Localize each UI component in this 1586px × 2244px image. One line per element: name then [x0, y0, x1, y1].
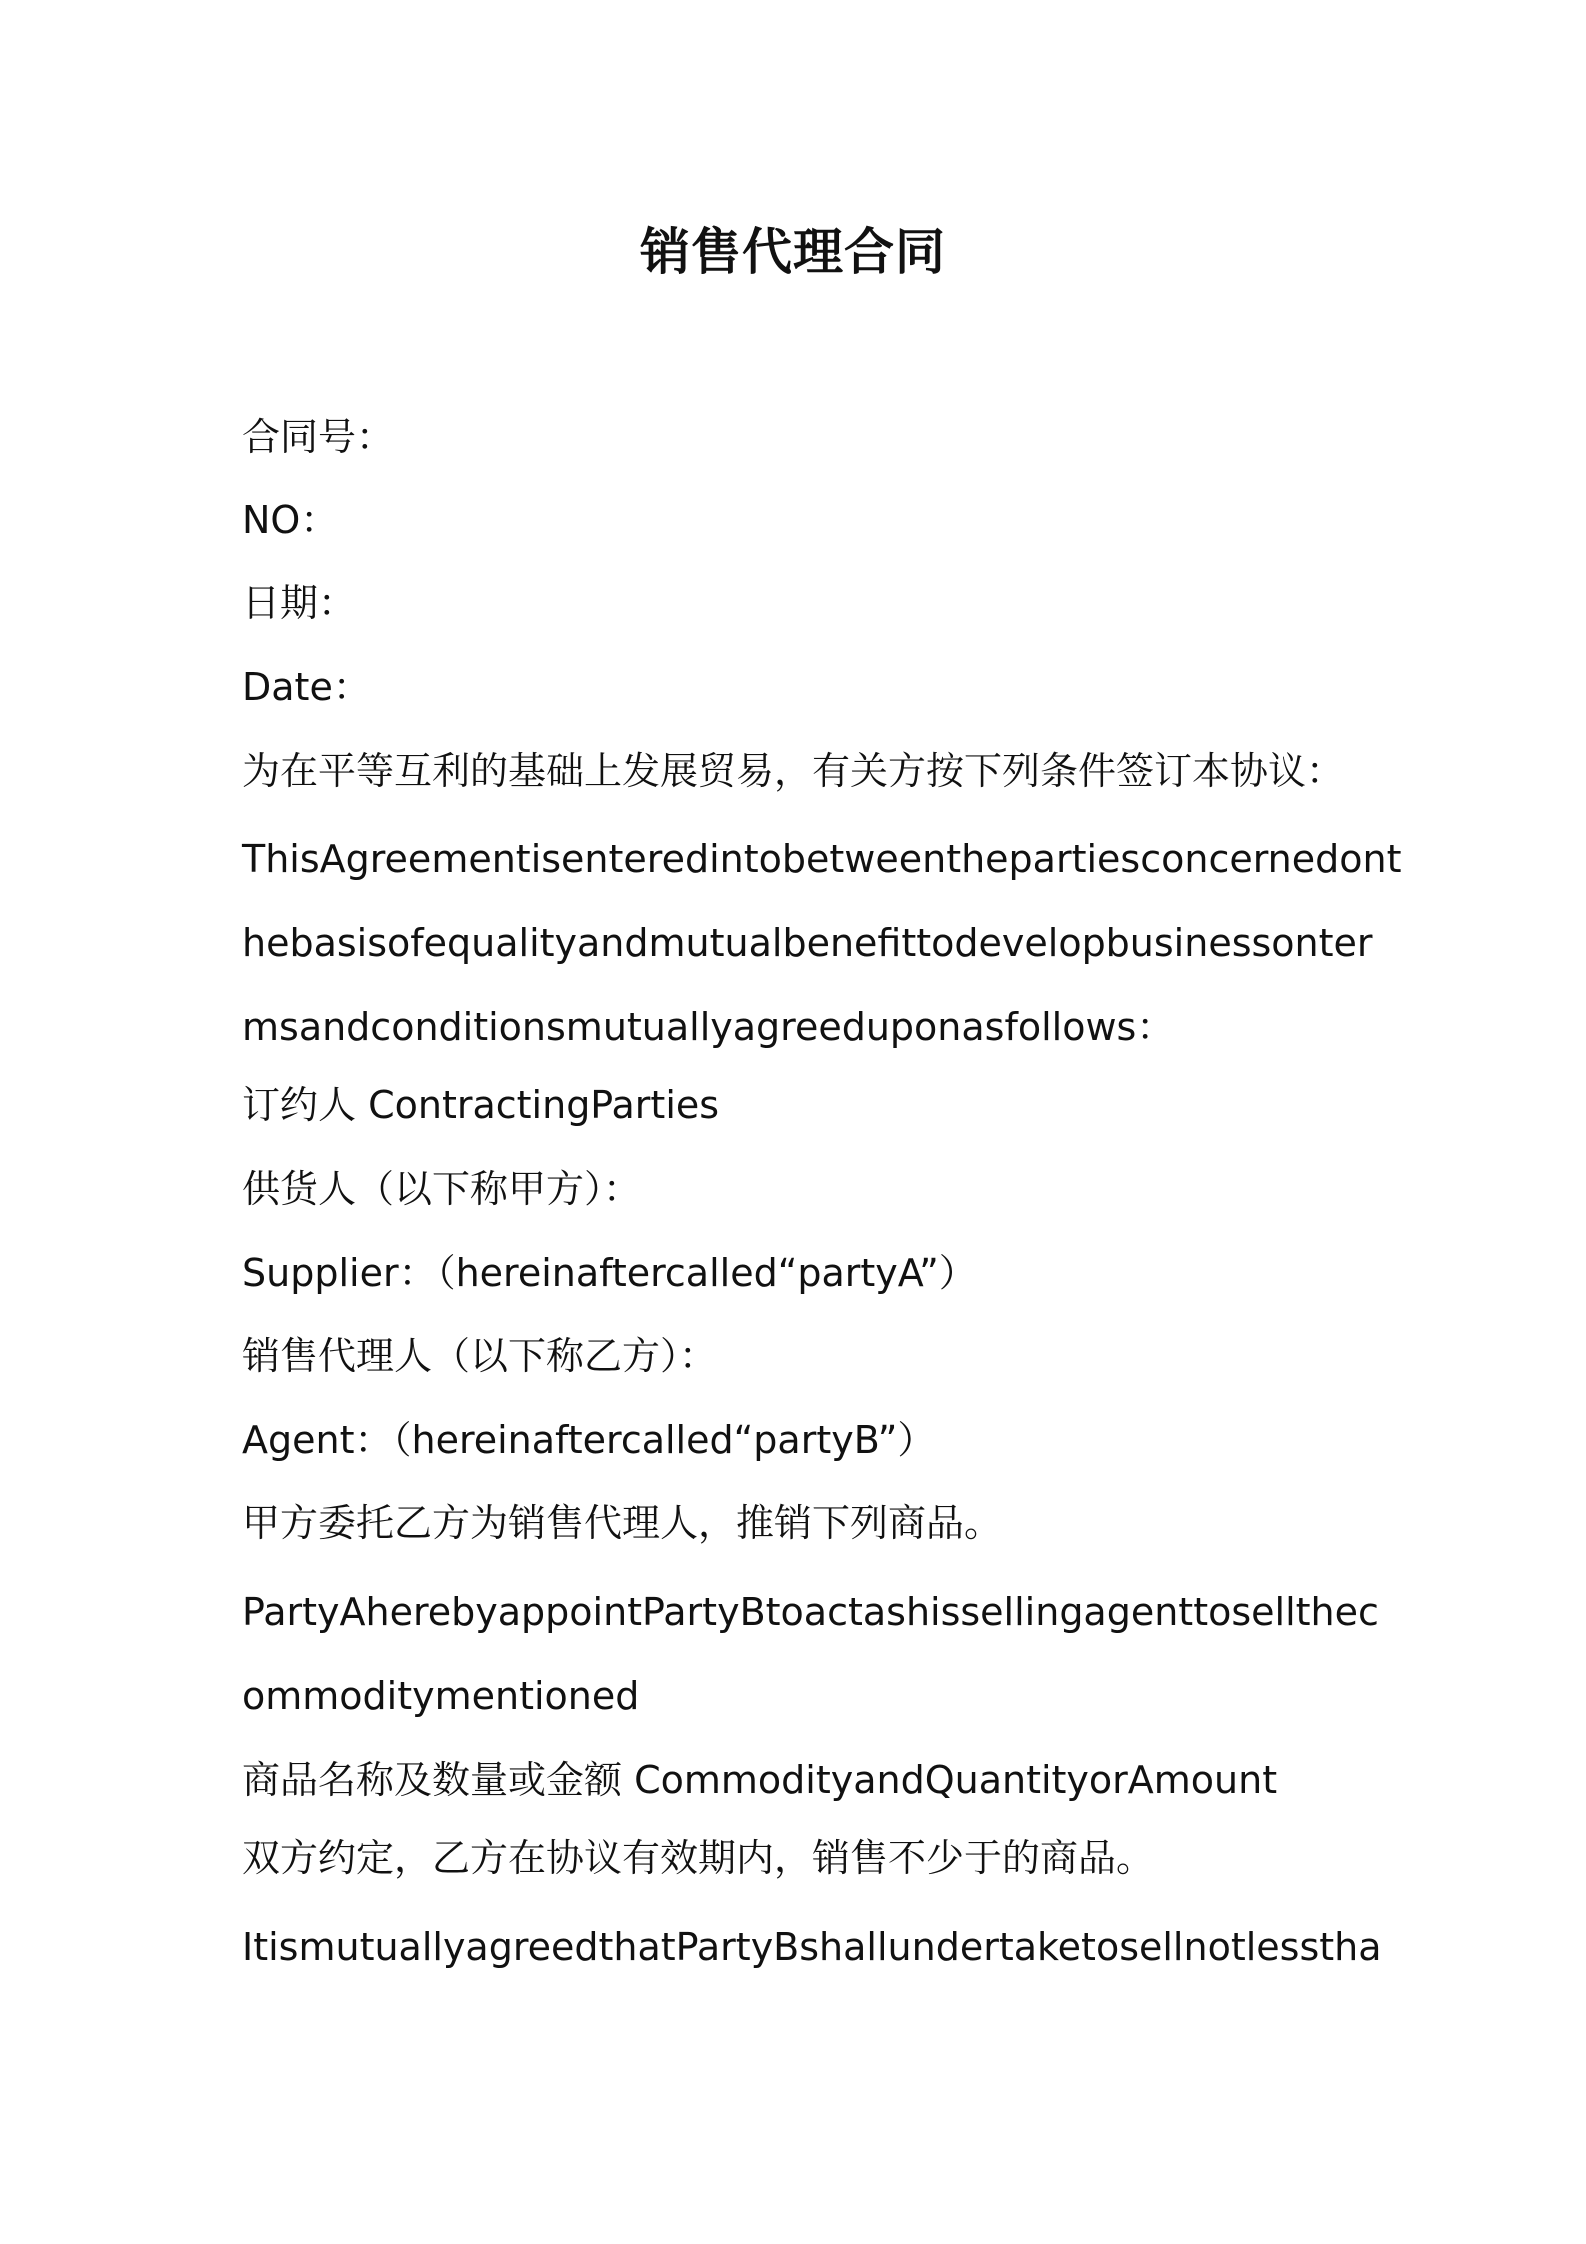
date-label-en: Date：	[242, 665, 371, 709]
quantity-clause-en-line-1: ItismutuallyagreedthatPartyBshallundertaketosellnotlesstha	[242, 1925, 1382, 1969]
contract-number-label-en: NO：	[242, 498, 339, 542]
contract-number-label: 合同号：	[242, 415, 395, 459]
document-title: 销售代理合同	[640, 223, 946, 281]
date-label: 日期：	[242, 581, 357, 625]
supplier-label-en: Supplier：（hereinaftercalled“partyA”）	[242, 1251, 977, 1295]
preamble-en-line-2: hebasisofequalityandmutualbenefittodevelopbusinessonter	[242, 921, 1373, 965]
supplier-label-zh: 供货人（以下称甲方）：	[242, 1167, 642, 1211]
appointment-clause-en-line-1: PartyAherebyappointPartyBtoactashissellingagenttosellthec	[242, 1590, 1379, 1634]
agent-label-zh: 销售代理人（以下称乙方）：	[242, 1334, 718, 1378]
preamble-en-line-1: ThisAgreementisenteredintobetweenthepartiesconcernedont	[242, 837, 1402, 881]
agent-label-en: Agent：（hereinaftercalled“partyB”）	[242, 1418, 936, 1462]
commodity-heading: 商品名称及数量或金额 CommodityandQuantityorAmount	[242, 1758, 1278, 1802]
appointment-clause-en-line-2: ommoditymentioned	[242, 1674, 640, 1718]
preamble-en-line-3: msandconditionsmutuallyagreeduponasfollows：	[242, 1005, 1175, 1049]
preamble-zh: 为在平等互利的基础上发展贸易，有关方按下列条件签订本协议：	[242, 749, 1345, 793]
quantity-clause-zh: 双方约定，乙方在协议有效期内，销售不少于的商品。	[242, 1836, 1155, 1880]
contracting-parties-heading: 订约人 ContractingParties	[242, 1083, 720, 1127]
appointment-clause-zh: 甲方委托乙方为销售代理人，推销下列商品。	[242, 1501, 1003, 1545]
